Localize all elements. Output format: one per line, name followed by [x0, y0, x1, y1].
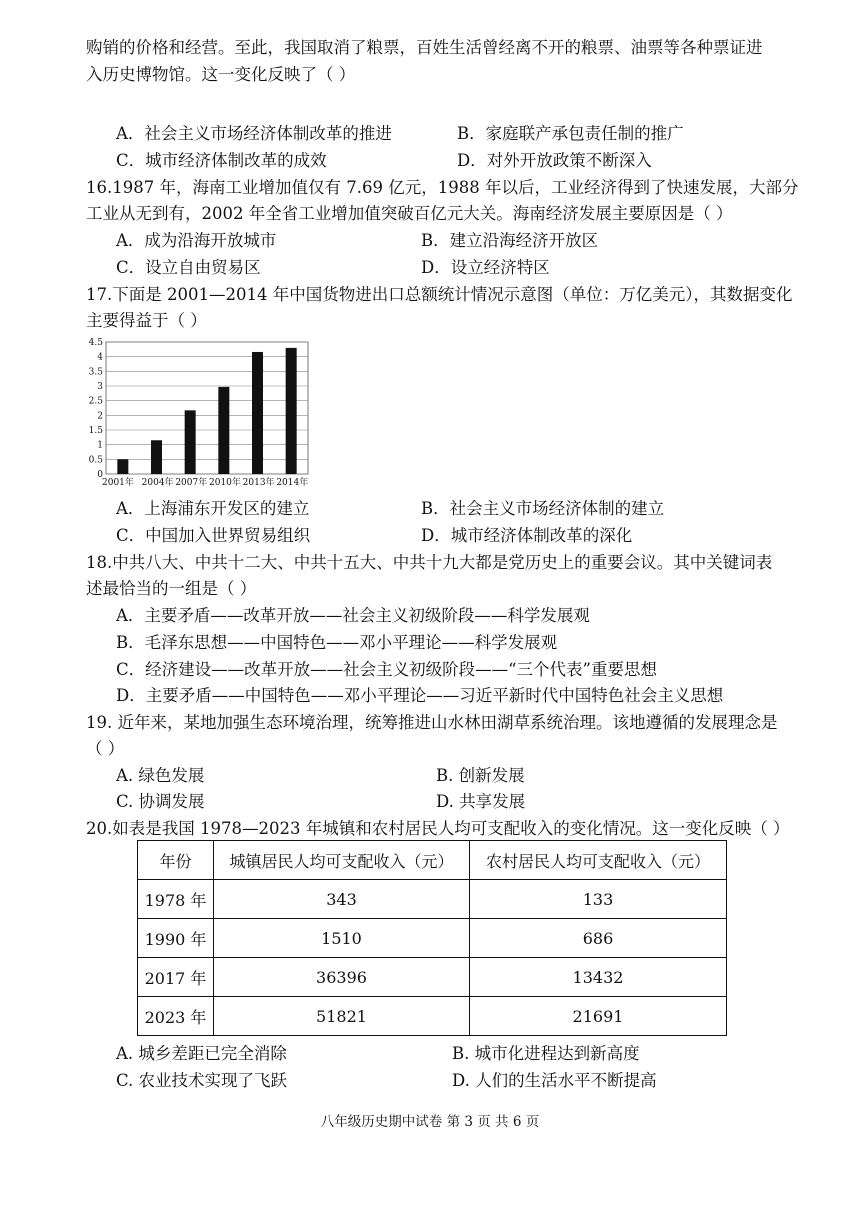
bar-2004年 [151, 440, 162, 474]
y-tick-label: 3.5 [88, 367, 103, 378]
x-tick-label: 2001年 [102, 478, 134, 488]
option-a: A．上海浦东开发区的建立 [116, 499, 310, 518]
table-cell: 2017 年 [138, 958, 214, 997]
y-tick-label: 3 [97, 382, 103, 392]
bar-2013年 [252, 352, 263, 474]
income-table [137, 840, 727, 1036]
question-19-text: 19. 近年来，某地加强生态环境治理，统筹推进山水林田湖草系统治理。该地遵循的发展理念是 [86, 713, 778, 732]
bar-2014年 [286, 348, 297, 474]
option-b: B．建立沿海经济开放区 [421, 231, 599, 250]
bar-2001年 [117, 459, 128, 474]
table-cell: 13432 [470, 958, 727, 997]
table-cell: 2023 年 [138, 997, 214, 1036]
option-b: B．家庭联产承包责任制的推广 [457, 124, 684, 143]
y-tick-label: 0 [97, 470, 103, 480]
y-tick-label: 4.5 [88, 338, 103, 348]
table-cell: 343 [214, 880, 470, 919]
x-tick-label: 2010年 [209, 478, 241, 488]
table-cell: 1510 [214, 919, 470, 958]
table-cell: 1990 年 [138, 919, 214, 958]
option-d: D．主要矛盾——中国特色——邓小平理论——习近平新时代中国特色社会主义思想 [116, 686, 724, 705]
option-a: A. 城乡差距已完全消除 [116, 1044, 287, 1063]
table-header-row [138, 841, 727, 880]
question-17-text: 主要得益于（ ） [86, 311, 207, 330]
question-19-text: （ ） [86, 739, 125, 758]
chart-frame [106, 342, 308, 474]
question-17-text: 17.下面是 2001—2014 年中国货物进出口总额统计情况示意图（单位：万亿美元），其数据变化 [86, 285, 793, 304]
table-cell: 21691 [470, 997, 727, 1036]
question-18-text: 18.中共八大、中共十二大、中共十五大、中共十九大都是党历史上的重要会议。其中关键词表 [86, 553, 773, 572]
question-text-line: 购销的价格和经营。至此，我国取消了粮票，百姓生活曾经离不开的粮票、油票等各种票证进 [86, 38, 763, 57]
option-c: C. 农业技术实现了飞跃 [116, 1071, 288, 1090]
option-c: C．城市经济体制改革的成效 [116, 151, 327, 170]
option-c: C. 协调发展 [116, 792, 205, 811]
option-a: A．社会主义市场经济体制改革的推进 [116, 124, 392, 143]
y-tick-label: 4 [97, 352, 103, 363]
table-cell: 1978 年 [138, 880, 214, 919]
question-16-text: 工业从无到有，2002 年全省工业增加值突破百亿元大关。海南经济发展主要原因是（ ） [86, 204, 733, 223]
option-a: A．成为沿海开放城市 [116, 231, 277, 250]
trade-volume-bar-chart [86, 334, 326, 494]
x-tick-label: 2004年 [141, 478, 174, 488]
y-tick-label: 2 [97, 411, 103, 422]
x-tick-label: 2014年 [276, 478, 309, 488]
table-row [138, 958, 727, 997]
option-d: D．对外开放政策不断深入 [457, 151, 652, 170]
table-cell: 51821 [214, 997, 470, 1036]
y-tick-label: 2.5 [88, 396, 103, 407]
option-a: A．主要矛盾——改革开放——社会主义初级阶段——科学发展观 [116, 606, 590, 625]
bar-2010年 [218, 387, 229, 474]
option-c: C．中国加入世界贸易组织 [116, 526, 311, 545]
option-d: D．城市经济体制改革的深化 [421, 526, 633, 545]
option-d: D. 人们的生活水平不断提高 [452, 1071, 657, 1090]
x-tick-label: 2007年 [175, 478, 208, 488]
table-row [138, 919, 727, 958]
option-c: C．设立自由贸易区 [116, 258, 261, 277]
y-tick-label: 1 [97, 440, 103, 451]
table-header-cell: 年份 [138, 841, 214, 880]
x-tick-label: 2013年 [242, 478, 275, 488]
table-cell: 36396 [214, 958, 470, 997]
table-row [138, 880, 727, 919]
question-16-text: 16.1987 年，海南工业增加值仅有 7.69 亿元，1988 年以后，工业经济得到了快速发展，大部分 [86, 178, 799, 197]
y-tick-label: 0.5 [88, 455, 103, 466]
question-20-text: 20.如表是我国 1978—2023 年城镇和农村居民人均可支配收入的变化情况。这一变化反映（ ） [86, 819, 790, 838]
table-header-cell: 农村居民人均可支配收入（元） [470, 841, 727, 880]
option-a: A. 绿色发展 [116, 766, 205, 785]
option-b: B. 创新发展 [436, 766, 525, 785]
table-header-cell: 城镇居民人均可支配收入（元） [214, 841, 470, 880]
option-b: B．社会主义市场经济体制的建立 [421, 499, 665, 518]
option-d: D. 共享发展 [436, 792, 526, 811]
option-b: B．毛泽东思想——中国特色——邓小平理论——科学发展观 [116, 633, 558, 652]
y-tick-label: 1.5 [88, 426, 103, 436]
question-text-line: 入历史博物馆。这一变化反映了（ ） [86, 65, 356, 84]
question-18-text: 述最恰当的一组是（ ） [86, 579, 257, 598]
table-cell: 686 [470, 919, 727, 958]
table-cell: 133 [470, 880, 727, 919]
page-footer: 八年级历史期中试卷 第 3 页 共 6 页 [320, 1114, 540, 1130]
option-b: B. 城市化进程达到新高度 [452, 1044, 640, 1063]
bar-2007年 [185, 410, 196, 474]
option-c: C．经济建设——改革开放——社会主义初级阶段——“三个代表”重要思想 [116, 660, 657, 679]
table-row [138, 997, 727, 1036]
option-d: D．设立经济特区 [421, 258, 550, 277]
